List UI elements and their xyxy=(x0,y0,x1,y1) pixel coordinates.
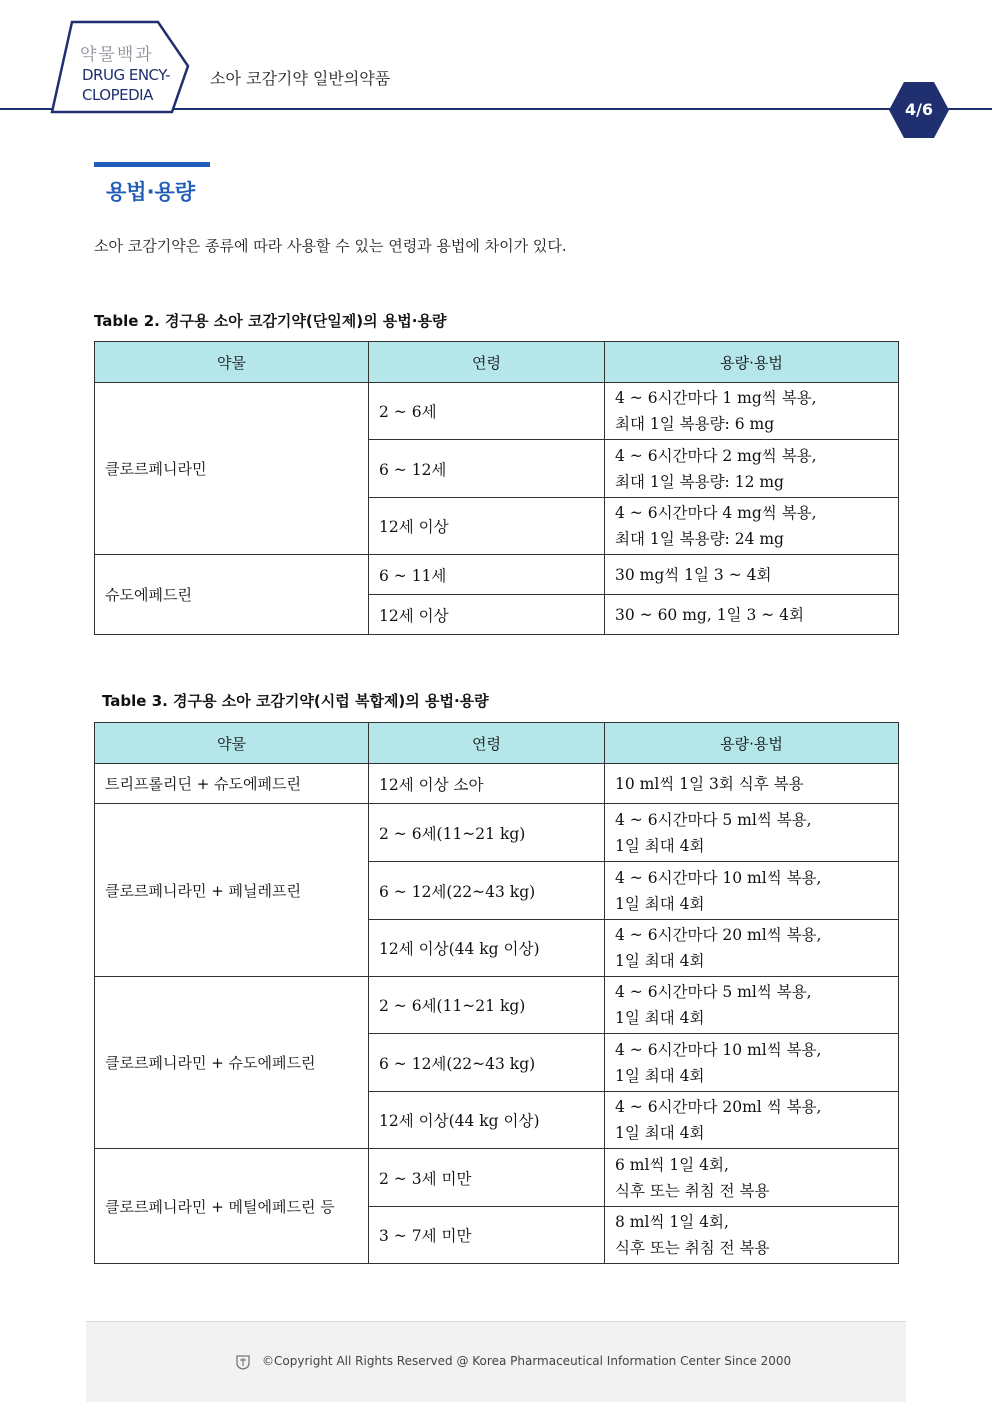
dose-line: 10 ml씩 1일 3회 식후 복용 xyxy=(615,774,804,793)
table-row xyxy=(95,1149,899,1207)
kpic-emblem-icon xyxy=(235,1354,251,1370)
table2-header-age: 연령 xyxy=(369,342,605,383)
dose-line: 4 ~ 6시간마다 4 mg씩 복용, xyxy=(615,504,817,522)
logo-english-line2: CLOPEDIA xyxy=(82,86,153,104)
table-row xyxy=(95,555,899,595)
drug-cell: 클로르페니라민 + 슈도에페드린 xyxy=(95,977,369,1149)
age-cell: 6 ~ 12세(22~43 kg) xyxy=(369,862,605,920)
dose-cell xyxy=(605,804,899,862)
dose-line: 4 ~ 6시간마다 5 ml씩 복용, xyxy=(615,810,812,829)
table3-caption: Table 3. 경구용 소아 코감기약(시럽 복합제)의 용법·용량 xyxy=(102,692,489,710)
table2-caption: Table 2. 경구용 소아 코감기약(단일제)의 용법·용량 xyxy=(94,312,447,330)
table3-header-drug: 약물 xyxy=(95,723,369,764)
section-accent-bar xyxy=(94,162,210,167)
age-cell: 12세 이상(44 kg 이상) xyxy=(369,1092,605,1149)
dose-line: 4 ~ 6시간마다 20 ml씩 복용, xyxy=(615,926,822,944)
dose-line: 1일 최대 4회 xyxy=(615,1066,705,1085)
age-cell: 2 ~ 6세(11~21 kg) xyxy=(369,977,605,1034)
dose-cell xyxy=(605,764,899,804)
table3 xyxy=(94,722,899,1264)
dose-line: 최대 1일 복용량: 6 mg xyxy=(615,415,775,433)
drug-cell: 클로르페니라민 xyxy=(95,383,369,555)
drug-cell: 클로르페니라민 + 메틸에페드린 등 xyxy=(95,1149,369,1264)
age-cell: 3 ~ 7세 미만 xyxy=(369,1207,605,1264)
dose-cell xyxy=(605,555,899,595)
dose-line: 4 ~ 6시간마다 5 ml씩 복용, xyxy=(615,983,812,1001)
age-cell: 6 ~ 12세(22~43 kg) xyxy=(369,1034,605,1092)
age-cell: 2 ~ 6세(11~21 kg) xyxy=(369,804,605,862)
dose-line: 1일 최대 4회 xyxy=(615,894,705,913)
dose-line: 30 ~ 60 mg, 1일 3 ~ 4회 xyxy=(615,605,804,624)
drug-cell: 슈도에페드린 xyxy=(95,555,369,635)
age-cell: 6 ~ 12세 xyxy=(369,440,605,498)
dose-line: 최대 1일 복용량: 24 mg xyxy=(615,530,784,548)
table-row xyxy=(95,383,899,440)
table3-header-age: 연령 xyxy=(369,723,605,764)
age-cell: 12세 이상(44 kg 이상) xyxy=(369,920,605,977)
dose-line: 식후 또는 취침 전 복용 xyxy=(615,1181,770,1200)
dose-line: 4 ~ 6시간마다 10 ml씩 복용, xyxy=(615,1040,822,1059)
dose-cell xyxy=(605,440,899,498)
drug-cell: 클로르페니라민 + 페닐레프린 xyxy=(95,804,369,977)
age-cell: 12세 이상 xyxy=(369,498,605,555)
age-cell: 2 ~ 3세 미만 xyxy=(369,1149,605,1207)
dose-cell xyxy=(605,920,899,977)
dose-line: 1일 최대 4회 xyxy=(615,836,705,855)
section-title: 용법·용량 xyxy=(106,180,196,204)
dose-line: 4 ~ 6시간마다 10 ml씩 복용, xyxy=(615,868,822,887)
table3-header-dose: 용량·용법 xyxy=(605,723,899,764)
dose-line: 30 mg씩 1일 3 ~ 4회 xyxy=(615,565,772,584)
page-number: 4/6 xyxy=(904,100,934,119)
table2-header-dose: 용량·용법 xyxy=(605,342,899,383)
dose-line: 4 ~ 6시간마다 2 mg씩 복용, xyxy=(615,446,817,465)
table2-header-drug: 약물 xyxy=(95,342,369,383)
dose-cell xyxy=(605,498,899,555)
dose-line: 6 ml씩 1일 4회, xyxy=(615,1155,729,1174)
table-row xyxy=(95,764,899,804)
age-cell: 12세 이상 xyxy=(369,595,605,635)
dose-line: 8 ml씩 1일 4회, xyxy=(615,1213,729,1231)
dose-line: 1일 최대 4회 xyxy=(615,952,705,970)
drug-cell: 트리프롤리딘 + 슈도에페드린 xyxy=(95,764,369,804)
table-row xyxy=(95,977,899,1034)
dose-cell xyxy=(605,1149,899,1207)
table-row xyxy=(95,804,899,862)
logo-korean: 약물백과 xyxy=(80,45,154,65)
table2 xyxy=(94,341,899,635)
age-cell: 2 ~ 6세 xyxy=(369,383,605,440)
age-cell: 6 ~ 11세 xyxy=(369,555,605,595)
dose-line: 1일 최대 4회 xyxy=(615,1124,705,1142)
dose-cell xyxy=(605,1092,899,1149)
dose-cell xyxy=(605,383,899,440)
dose-line: 4 ~ 6시간마다 1 mg씩 복용, xyxy=(615,389,817,407)
dose-line: 1일 최대 4회 xyxy=(615,1009,705,1027)
dose-cell xyxy=(605,862,899,920)
dose-line: 최대 1일 복용량: 12 mg xyxy=(615,472,784,491)
section-intro: 소아 코감기약은 종류에 따라 사용할 수 있는 연령과 용법에 차이가 있다. xyxy=(94,237,567,255)
dose-cell xyxy=(605,1034,899,1092)
header-title: 소아 코감기약 일반의약품 xyxy=(210,69,391,88)
footer-copyright: ©Copyright All Rights Reserved @ Korea Pharmaceutical Information Center Since 2000 xyxy=(262,1354,792,1368)
dose-line: 식후 또는 취침 전 복용 xyxy=(615,1239,770,1257)
logo-english-line1: DRUG ENCY- xyxy=(82,66,171,84)
dose-cell xyxy=(605,977,899,1034)
dose-cell xyxy=(605,595,899,635)
dose-cell xyxy=(605,1207,899,1264)
age-cell: 12세 이상 소아 xyxy=(369,764,605,804)
dose-line: 4 ~ 6시간마다 20ml 씩 복용, xyxy=(615,1098,822,1116)
